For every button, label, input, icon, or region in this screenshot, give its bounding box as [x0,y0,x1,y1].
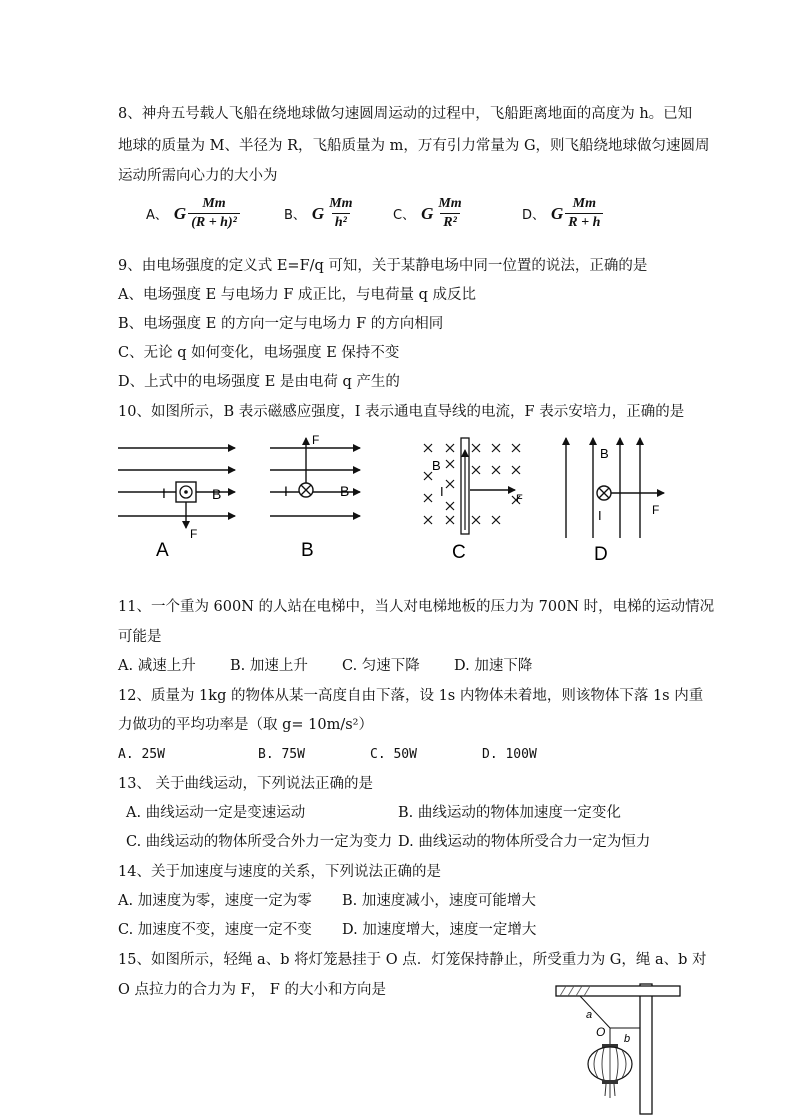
q14-option-c[interactable]: C. 加速度不变，速度一定不变 [118,922,312,938]
label-f: F [652,503,660,517]
q9-option-d[interactable]: D、上式中的电场强度 E 是由电荷 q 产生的 [118,374,400,390]
q15-stem-line-2: O 点拉力的合力为 F， F 的大小和方向是 [118,982,386,998]
crossbar [556,986,680,996]
label-i: I [598,508,602,523]
q13-stem: 13、 关于曲线运动，下列说法正确的是 [118,776,374,792]
lantern-icon [588,1044,632,1098]
label-i: I [162,485,166,501]
gravitational-constant: G [173,203,187,223]
q8-stem-line-2: 地球的质量为 M、半径为 R，飞船质量为 m，万有引力常量为 G，则飞船绕地球做匀速圆周 [118,138,710,154]
q12-stem-line-1: 12、质量为 1kg 的物体从某一高度自由下落，设 1s 内物体未着地，则该物体下落 1s 内重 [118,688,704,704]
post [640,984,652,1114]
gravitational-constant: G [421,203,434,223]
q8-option-a[interactable] [146,196,240,231]
denominator: (R + h)² [188,213,240,231]
q8-option-b[interactable] [284,196,356,231]
label-f: F [516,493,523,505]
q14-stem: 14、关于加速度与速度的关系，下列说法正确的是 [118,864,441,880]
label-a: a [586,1009,593,1021]
figure-caption-c: C [452,542,466,563]
figure-c[interactable] [424,438,520,534]
figure-a[interactable] [118,448,235,561]
label-o: O [596,1025,606,1039]
label-f: F [190,527,198,541]
q13-option-a[interactable]: A. 曲线运动一定是变速运动 [126,805,306,821]
q12-option-d[interactable]: D. 100W [482,747,537,762]
q9-option-a[interactable]: A、电场强度 E 与电场力 F 成正比，与电荷量 q 成反比 [118,287,477,303]
q12-option-a[interactable]: A. 25W [118,747,165,762]
label-i: I [440,484,444,499]
q8-option-c[interactable] [393,196,465,231]
figure-b[interactable] [270,433,360,561]
figure-d[interactable] [566,438,664,565]
q11-stem-line-2: 可能是 [118,629,162,645]
q12-option-c[interactable]: C. 50W [370,747,417,762]
q8-option-d[interactable] [522,196,603,231]
q13-option-c[interactable]: C. 曲线运动的物体所受合外力一定为变力 [126,834,393,850]
q11-option-d[interactable]: D. 加速下降 [454,658,533,674]
q12-option-b[interactable]: B. 75W [258,747,305,762]
q14-option-d[interactable]: D. 加速度增大，速度一定增大 [342,922,537,938]
q9-stem: 9、由电场强度的定义式 E=F/q 可知，关于某静电场中同一位置的说法，正确的是 [118,258,648,274]
q10-stem: 10、如图所示，B 表示磁感应强度，I 表示通电直导线的电流，F 表示安培力，正确的是 [118,404,685,420]
q11-option-a[interactable]: A. 减速上升 [118,658,196,674]
q8-stem-line-3: 运动所需向心力的大小为 [118,168,278,184]
q12-stem-line-2: 力做功的平均功率是（取 g= 10m/s²） [118,717,373,733]
figure-caption: B [301,540,314,561]
q10-figures [0,430,790,570]
option-label: B、 [284,208,306,223]
denominator: R² [440,213,460,231]
label-b: B [212,486,222,502]
denominator: R + h [565,213,603,231]
fraction [188,196,240,231]
numerator: Mm [329,196,353,211]
option-label: D、 [522,208,546,223]
gravitational-constant: G [551,203,564,223]
figure-caption: A [156,540,169,561]
q11-option-b[interactable]: B. 加速上升 [230,658,308,674]
q14-option-b[interactable]: B. 加速度减小，速度可能增大 [342,893,536,909]
q14-option-a[interactable]: A. 加速度为零，速度一定为零 [118,893,312,909]
q11-stem-line-1: 11、一个重为 600N 的人站在电梯中，当人对电梯地板的压力为 700N 时，电梯的运动情况 [118,599,715,615]
q9-option-c[interactable]: C、无论 q 如何变化，电场强度 E 保持不变 [118,345,400,361]
option-label: A、 [146,208,168,223]
numerator: Mm [438,196,462,211]
label-b: B [340,483,350,499]
fraction [326,196,355,231]
label-b: B [432,458,441,473]
q11-option-c[interactable]: C. 匀速下降 [342,658,420,674]
numerator: Mm [572,196,597,211]
q13-option-b[interactable]: B. 曲线运动的物体加速度一定变化 [398,805,621,821]
q15-stem-line-1: 15、如图所示，轻绳 a、b 将灯笼悬挂于 O 点．灯笼保持静止，所受重力为 G，绳 a、b 对 [118,952,707,968]
q15-figure [550,978,690,1116]
label-i: I [284,483,288,499]
denominator: h² [332,213,350,231]
q9-option-b[interactable]: B、电场强度 E 的方向一定与电场力 F 的方向相同 [118,316,444,332]
q8-stem-line-1: 8、神舟五号载人飞船在绕地球做匀速圆周运动的过程中，飞船距离地面的高度为 h。已知 [118,106,693,122]
label-b: B [600,446,609,461]
option-label: C、 [393,208,416,223]
q13-option-d[interactable]: D. 曲线运动的物体所受合力一定为恒力 [398,834,651,850]
fraction [435,196,464,231]
figure-caption: D [594,544,608,565]
label-f: F [312,433,320,447]
numerator: Mm [202,196,226,211]
fraction [565,196,603,231]
gravitational-constant: G [311,203,325,223]
label-b: b [624,1033,631,1045]
rope-a [580,996,610,1028]
